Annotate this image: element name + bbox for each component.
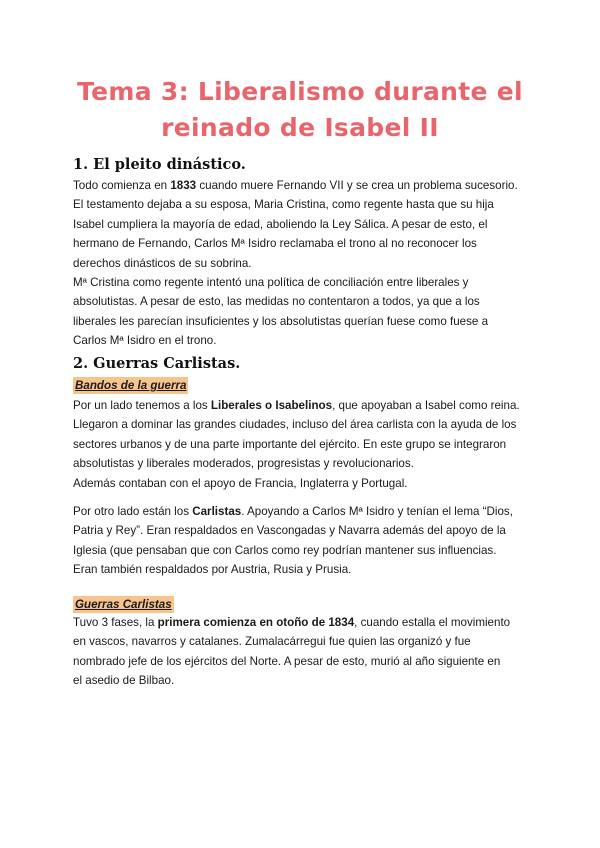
bold-liberales: Liberales o Isabelinos — [210, 399, 333, 412]
text-line: Isabel cumpliera la mayoría de edad, aboliendo la Ley Sálica. A pesar de esto, el — [73, 217, 488, 231]
text-line: Patria y Rey”. Eran respaldados en Vascongadas y Navarra además del apoyo de la — [73, 524, 506, 538]
text-line: derechos dinásticos de su sobrina. — [73, 256, 252, 270]
text-line: Por un lado tenemos a los Liberales o Isabelinos, que apoyaban a Isabel como reina. — [73, 399, 520, 412]
title-line-2: reinado de Isabel II — [161, 113, 439, 142]
text-line: hermano de Fernando, Carlos Mª Isidro reclamaba el trono al no reconocer los — [73, 237, 477, 251]
title-line-1: Tema 3: Liberalismo durante el — [77, 77, 523, 106]
text-line: El testamento dejaba a su esposa, Maria Cristina, como regente hasta que su hija — [73, 198, 494, 212]
text-line: liberales les parecían insuficientes y los absolutistas querían fuese como fuese a — [73, 314, 489, 328]
text-line: en vascos, navarros y catalanes. Zumalacárregui fue quien las organizó y fue — [73, 635, 471, 649]
text-line: Mª Cristina como regente intentó una política de conciliación entre liberales y — [73, 276, 469, 289]
section-heading-pleito: 1. El pleito dinástico. — [73, 156, 246, 173]
text-line: Además contaban con el apoyo de Francia, Inglaterra y Portugal. — [73, 476, 408, 490]
text-line: absolutistas y liberales moderados, progresistas y revolucionarios. — [73, 457, 414, 471]
paragraph-guerras — [73, 613, 543, 691]
paragraph-pleito-1 — [73, 176, 543, 273]
text-line: el asedio de Bilbao. — [73, 674, 175, 688]
bold-carlistas: Carlistas — [192, 505, 242, 518]
text-line: Iglesia (que pensaban que con Carlos como rey podrían mantener sus influencias. — [73, 543, 497, 557]
text-line: Todo comienza en 1833 cuando muere Fernando VII y se crea un problema sucesorio. — [73, 179, 518, 192]
section-heading-guerras: 2. Guerras Carlistas. — [73, 355, 241, 372]
bold-year: 1833 — [170, 179, 197, 192]
text-line: Carlos Mª Isidro en el trono. — [73, 334, 217, 348]
paragraph-bandos-2 — [73, 502, 543, 580]
text-line: Llegaron a dominar las grandes ciudades, incluso del área carlista con la ayuda de los — [73, 418, 517, 432]
page-title — [60, 74, 540, 146]
subheading-guerras: Guerras Carlistas — [75, 598, 172, 611]
text-line: sectores urbanos y de una parte importante del ejército. En este grupo se integraron — [73, 437, 507, 451]
text-line: absolutistas. A pesar de esto, las medidas no contentaron a todos, ya que a los — [73, 295, 480, 309]
text-line: Eran también respaldados por Austria, Rusia y Prusia. — [73, 563, 352, 577]
text-line: Tuvo 3 fases, la primera comienza en otoño de 1834, cuando estalla el movimiento — [73, 616, 511, 629]
paragraph-bandos-1 — [73, 396, 543, 493]
bold-primera-fase: primera comienza en otoño de 1834 — [157, 616, 355, 629]
subheading-bandos: Bandos de la guerra — [75, 379, 187, 392]
text-line: nombrado jefe de los ejércitos del Norte. A pesar de esto, murió al año siguiente en — [73, 654, 501, 668]
text-line: Por otro lado están los Carlistas. Apoyando a Carlos Mª Isidro y tenían el lema “Dios, — [73, 505, 513, 518]
paragraph-pleito-2 — [73, 273, 543, 351]
